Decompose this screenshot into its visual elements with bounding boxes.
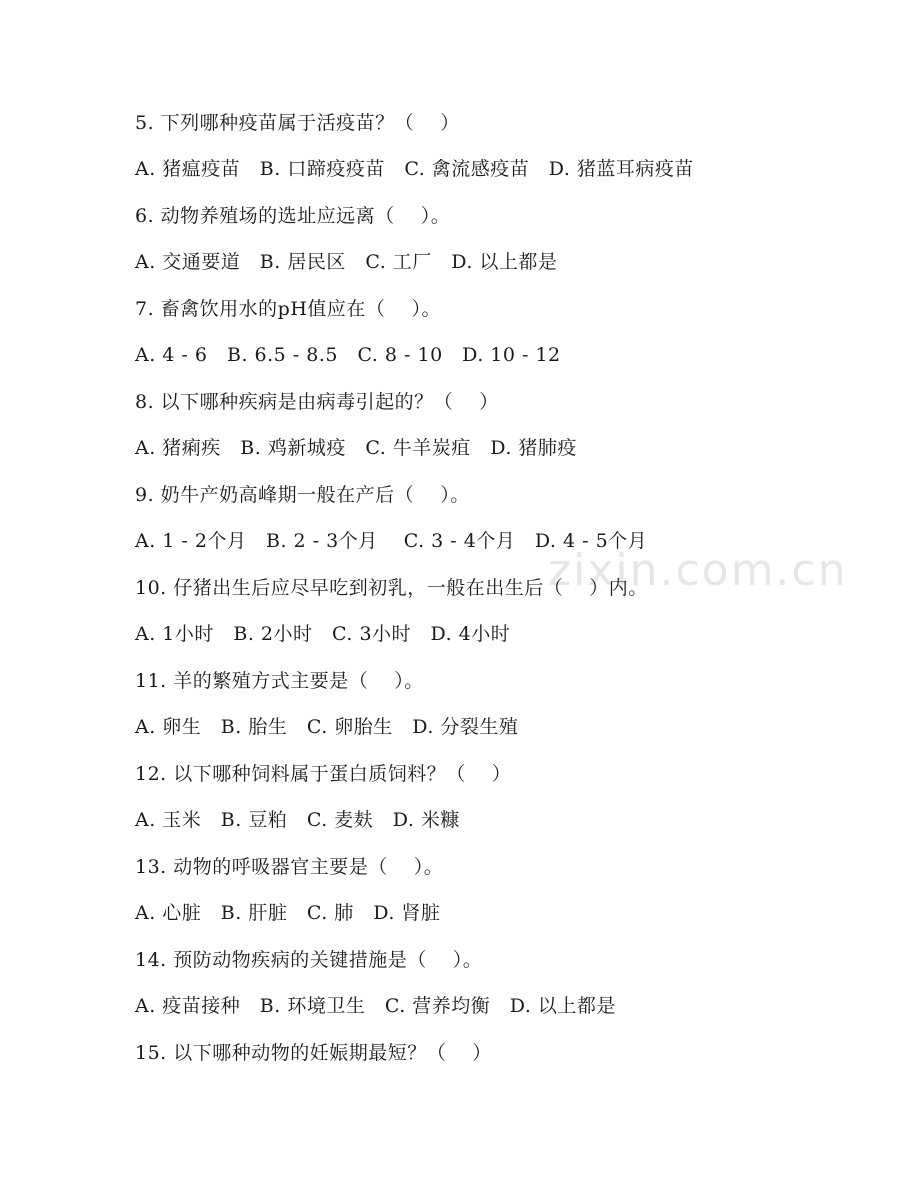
question-8: 8. 以下哪种疾病是由病毒引起的？（ ）	[135, 391, 499, 413]
question-12-options: A. 玉米 B. 豆粕 C. 麦麸 D. 米糠	[135, 809, 460, 831]
question-14: 14. 预防动物疾病的关键措施是（ ）。	[135, 949, 483, 971]
question-10: 10. 仔猪出生后应尽早吃到初乳，一般在出生后（ ）内。	[135, 577, 648, 599]
question-14-options: A. 疫苗接种 B. 环境卫生 C. 营养均衡 D. 以上都是	[135, 995, 616, 1017]
question-9: 9. 奶牛产奶高峰期一般在产后（ ）。	[135, 484, 470, 506]
question-10-options: A. 1小时 B. 2小时 C. 3小时 D. 4小时	[135, 623, 511, 645]
question-13-options: A. 心脏 B. 肝脏 C. 肺 D. 肾脏	[135, 902, 441, 924]
question-5: 5. 下列哪种疫苗属于活疫苗？（ ）	[135, 112, 460, 134]
watermark: zixin.com.cn	[548, 545, 848, 596]
question-5-options: A. 猪瘟疫苗 B. 口蹄疫疫苗 C. 禽流感疫苗 D. 猪蓝耳病疫苗	[135, 158, 694, 180]
question-6-options: A. 交通要道 B. 居民区 C. 工厂 D. 以上都是	[135, 251, 558, 273]
question-13: 13. 动物的呼吸器官主要是（ ）。	[135, 856, 444, 878]
question-7: 7. 畜禽饮用水的pH值应在（ ）。	[135, 298, 441, 320]
question-6: 6. 动物养殖场的选址应远离（ ）。	[135, 205, 451, 227]
question-15: 15. 以下哪种动物的妊娠期最短？（ ）	[135, 1042, 492, 1064]
question-11: 11. 羊的繁殖方式主要是（ ）。	[135, 670, 424, 692]
question-11-options: A. 卵生 B. 胎生 C. 卵胎生 D. 分裂生殖	[135, 716, 519, 738]
question-12: 12. 以下哪种饲料属于蛋白质饲料？（ ）	[135, 763, 512, 785]
question-9-options: A. 1 - 2个月 B. 2 - 3个月 C. 3 - 4个月 D. 4 - 5个月	[135, 530, 648, 552]
question-8-options: A. 猪痢疾 B. 鸡新城疫 C. 牛羊炭疽 D. 猪肺疫	[135, 437, 577, 459]
question-7-options: A. 4 - 6 B. 6.5 - 8.5 C. 8 - 10 D. 10 - 12	[135, 344, 561, 366]
